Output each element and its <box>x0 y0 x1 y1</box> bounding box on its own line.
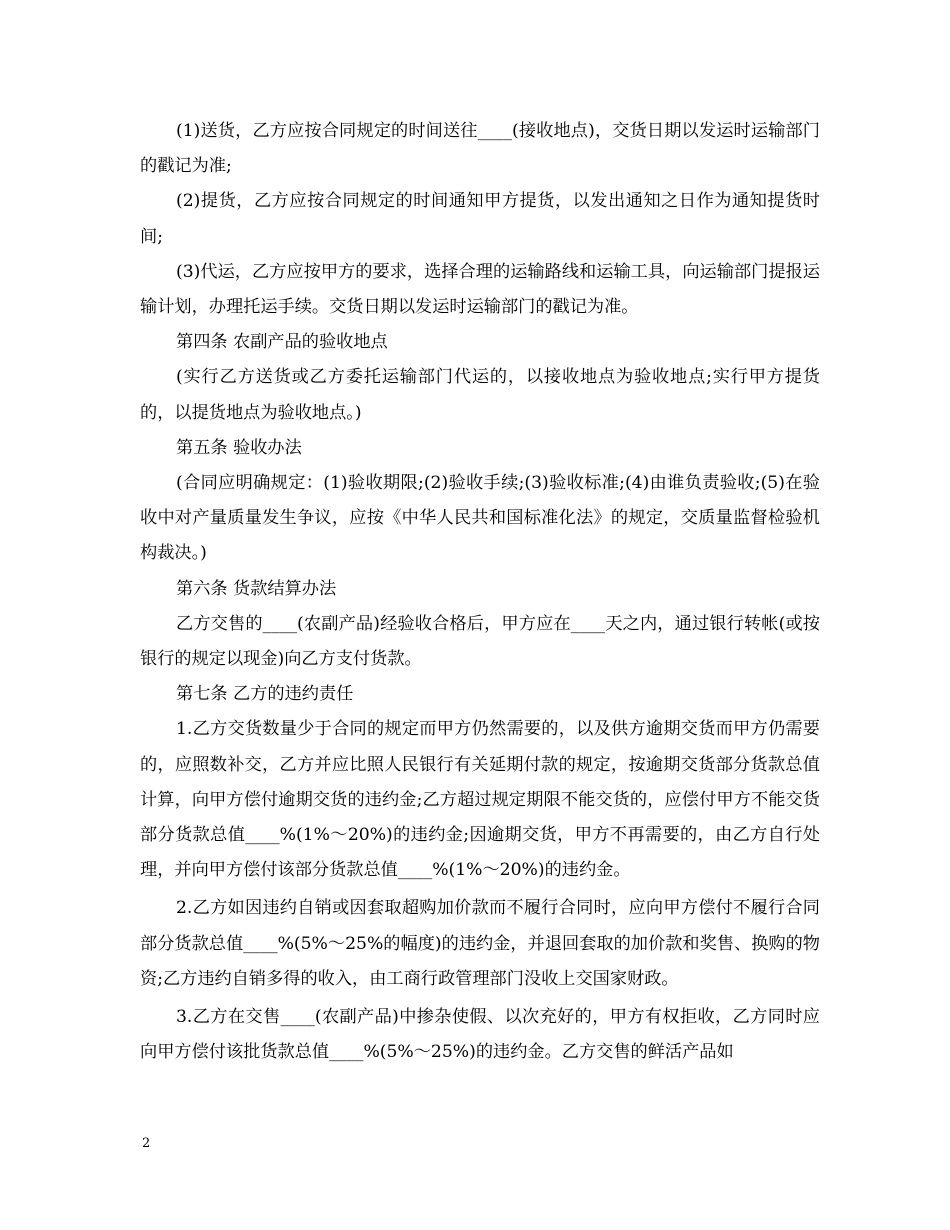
clause-shipping-paragraph: (3)代运，乙方应按甲方的要求，选择合理的运输路线和运输工具，向运输部门提报运输计划，办理托运手续。交货日期以发运时运输部门的戳记为准。 <box>140 261 820 318</box>
article-5-heading: 第五条 验收办法 <box>176 437 302 458</box>
article-7-heading: 第七条 乙方的违约责任 <box>176 684 354 705</box>
article-6-paragraph: 乙方交售的____(农副产品)经验收合格后，甲方应在____天之内，通过银行转帐(或按银行的规定以现金)向乙方支付货款。 <box>140 613 820 670</box>
article-7-item-2: 2.乙方如因违约自销或因套取超购加价款而不履行合同时，应向甲方偿付不履行合同部分货款总值____%(5%～25%的幅度)的违约金，并退回套取的加价款和奖售、换购的物资;乙方违约自销多得的收入，由工商行政管理部门没收上交国家财政。 <box>140 898 820 989</box>
article-4-heading: 第四条 农副产品的验收地点 <box>176 332 388 353</box>
article-4-paragraph: (实行乙方送货或乙方委托运输部门代运的，以接收地点为验收地点;实行甲方提货的，以提货地点为验收地点。) <box>140 367 820 423</box>
article-5-paragraph: (合同应明确规定：(1)验收期限;(2)验收手续;(3)验收标准;(4)由谁负责验收;(5)在验收中对产量质量发生争议，应按《中华人民共和国标准化法》的规定，交质量监督检验机构裁决。) <box>140 473 820 564</box>
clause-pickup-paragraph: (2)提货，乙方应按合同规定的时间通知甲方提货，以发出通知之日作为通知提货时间; <box>140 191 820 247</box>
document-body <box>140 114 820 1070</box>
article-6-heading: 第六条 货款结算办法 <box>176 578 337 599</box>
article-7-item-3: 3.乙方在交售____(农副产品)中掺杂使假、以次充好的，甲方有权拒收，乙方同时应向甲方偿付该批货款总值____%(5%～25%)的违约金。乙方交售的鲜活产品如 <box>140 1007 820 1063</box>
article-7-item-1: 1.乙方交货数量少于合同的规定而甲方仍然需要的，以及供方逾期交货而甲方仍需要的，应照数补交，乙方并应比照人民银行有关延期付款的规定，按逾期交货部分货款总值计算，向甲方偿付逾期交货的违约金;乙方超过规定期限不能交货的，应偿付甲方不能交货部分货款总值____%(1%～20%)的违约金;因逾期交货，甲方不再需要的，由乙方自行处理，并向甲方偿付该部分货款总值____%(1%～20%)的违约金。 <box>140 719 820 881</box>
clause-delivery-paragraph: (1)送货，乙方应按合同规定的时间送往____(接收地点)，交货日期以发运时运输部门的戳记为准; <box>140 121 820 177</box>
page-number: 2 <box>142 1136 151 1151</box>
